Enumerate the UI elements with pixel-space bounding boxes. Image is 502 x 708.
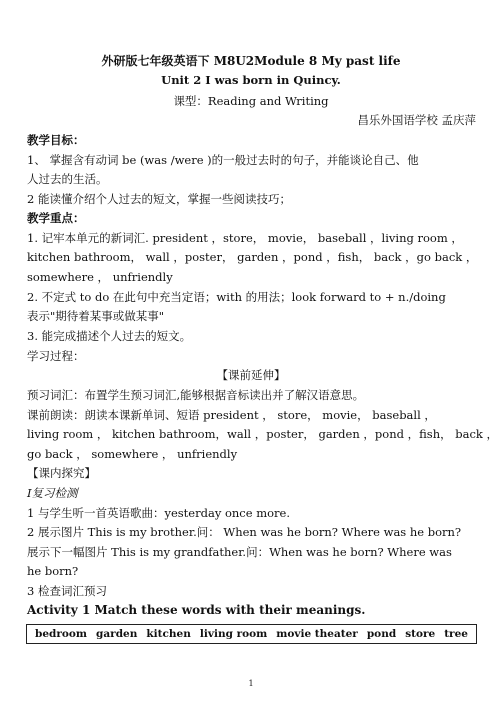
word-cell: living room xyxy=(199,628,268,640)
author-line: 昌乐外国语学校 孟庆萍 xyxy=(357,113,476,127)
word-cell: bedroom xyxy=(35,628,88,640)
word-cell: store xyxy=(405,628,436,640)
step-2-cont: 展示下一幅图片 This is my grandfather.问：When was he born? Where was xyxy=(27,545,452,559)
course-type: 课型：Reading and Writing xyxy=(173,94,329,108)
step-2: 2 展示图片 This is my brother.问： When was he born? Where was he born? xyxy=(27,525,462,539)
page-number: 1 xyxy=(248,679,254,688)
step-1: 1 与学生听一首英语歌曲：yesterday once more. xyxy=(27,506,290,520)
word-cell: garden xyxy=(96,628,138,640)
step-2-cont2: he born? xyxy=(27,564,79,578)
key-point-2-cont: 表示"期待着某事或做某事" xyxy=(27,309,165,323)
pre-class-section-title: 【课前延伸】 xyxy=(216,368,286,382)
word-table-row xyxy=(27,625,476,643)
in-class-section-title: 【课内探究】 xyxy=(27,466,96,480)
key-point-3: 3. 能完成描述个人过去的短文。 xyxy=(27,329,192,343)
step-3: 3 检查词汇预习 xyxy=(27,584,107,598)
goals-heading: 教学目标： xyxy=(27,133,85,147)
goal-item-1-cont: 人过去的生活。 xyxy=(27,172,108,186)
document-title: 外研版七年级英语下 M8U2Module 8 My past life xyxy=(101,54,401,68)
goal-item-2: 2 能读懂介绍个人过去的短文，掌握一些阅读技巧； xyxy=(27,192,291,206)
key-points-heading: 教学重点： xyxy=(27,211,85,225)
activity-1-title: Activity 1 Match these words with their meanings. xyxy=(27,603,366,617)
key-point-1: 1. 记牢本单元的新词汇. president ，store， movie， baseball ，living room ， xyxy=(27,231,463,245)
word-cell: kitchen xyxy=(146,628,191,640)
pre-class-reading-cont2: go back ， somewhere ， unfriendly xyxy=(27,447,238,461)
process-heading: 学习过程： xyxy=(27,349,85,363)
goal-item-1: 1、 掌握含有动词 be (was /were )的一般过去时的句子，并能谈论自己、他 xyxy=(27,153,419,167)
key-point-1-cont: kitchen bathroom， wall ，poster， garden ，pond ，fish， back ，go back ， xyxy=(27,250,478,264)
preview-vocab-text: 预习词汇：布置学生预习词汇,能够根据音标读出并了解汉语意思。 xyxy=(27,388,365,402)
key-point-1-cont2: somewhere ， unfriendly xyxy=(27,270,173,284)
key-point-2: 2. 不定式 to do 在此句中充当定语；with 的用法；look forward to + n./doing xyxy=(27,290,446,304)
review-title: Ⅰ复习检测 xyxy=(27,486,78,500)
word-table xyxy=(26,624,477,644)
pre-class-reading: 课前朗读：朗读本课新单词、短语 president ， store， movie， baseball ， xyxy=(27,408,436,422)
word-cell: pond xyxy=(366,628,397,640)
pre-class-reading-cont: living room ， kitchen bathroom，wall ，poster， garden ，pond ，fish， back ， xyxy=(27,427,499,441)
word-cell: movie theater xyxy=(276,628,358,640)
document-subtitle: Unit 2 I was born in Quincy. xyxy=(161,73,341,87)
word-cell: tree xyxy=(444,628,468,640)
